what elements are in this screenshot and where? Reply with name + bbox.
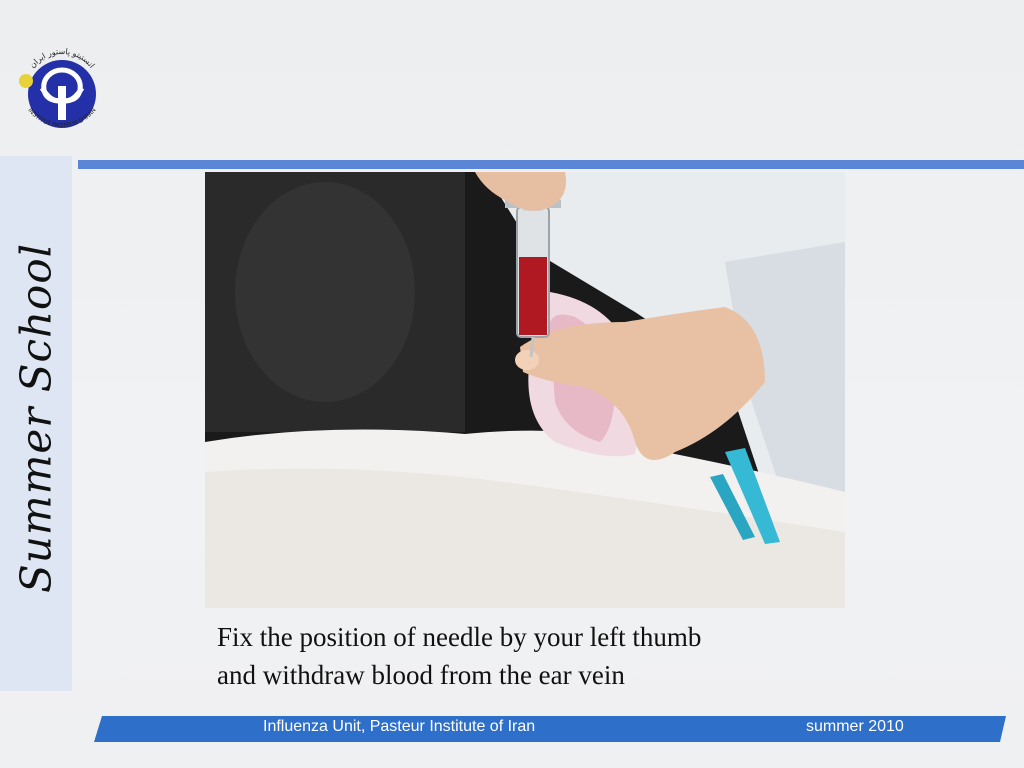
footer-date: summer 2010 [806,718,904,735]
caption-line-2: and withdraw blood from the ear vein [217,660,625,690]
logo-arabic-text: انستیتو پاستور ایران [27,48,97,70]
side-title: Summer School [11,242,61,594]
institute-logo [12,48,112,140]
logo-latin-text: INSTITUT PASTEUR D'IRAN [26,106,98,130]
caption-line-1: Fix the position of needle by your left thumb [217,622,702,652]
syringe-ear-photo [205,172,845,608]
footer-organization: Influenza Unit, Pasteur Institute of Iran [263,718,536,735]
header-accent-bar [78,160,1024,169]
slide-caption [217,618,877,694]
